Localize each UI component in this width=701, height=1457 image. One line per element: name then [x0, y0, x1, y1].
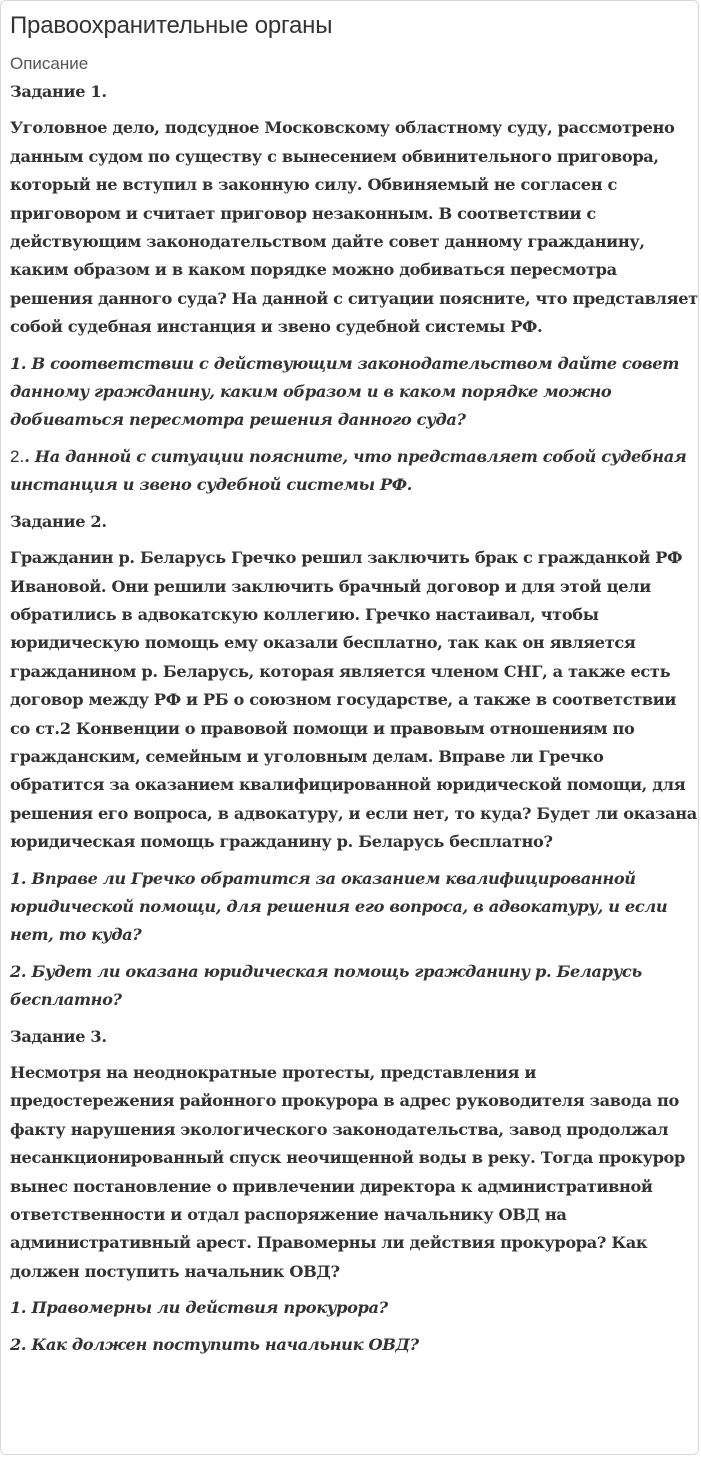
task-3-text: Несмотря на неоднократные протесты, представления и предостережения районного прокурора в адрес руководителя завода по факту нарушения экологического законодательства, завод продолжал несанкционированный спуск неочищенной воды в реку. Тогда прокурор вынес постановление о привлечении директора к административной ответственности и отдал распоряжение начальнику ОВД на административный арест. Правомерны ли действия прокурора? Как должен поступить начальник ОВД? — [10, 1063, 685, 1281]
task-3 — [10, 1023, 698, 1359]
task-3-question-2: 2. Как должен поступить начальник ОВД? — [10, 1334, 419, 1354]
task-1-text: Уголовное дело, подсудное Московскому областному суду, рассмотрено данным судом по существу с вынесением обвинительного приговора, который не вступил в законную силу. Обвиняемый не согласен с приговором и считает приговор незаконным. В соответствии с действующим законодательством дайте совет данному гражданину, каким образом и в каком порядке можно добиваться пересмотра решения данного суда? На данной с ситуации поясните, что представляет собой судебная инстанция и звено судебной системы РФ. — [10, 118, 698, 337]
task-2-question-1: 1. Вправе ли Гречко обратится за оказанием квалифицированной юридической помощи, для решения его вопроса, в адвокатуру, и если нет, то куда? — [10, 868, 668, 945]
task-2-heading: Задание 2. — [10, 511, 107, 531]
task-1-question-2-number: 2. — [10, 446, 25, 466]
task-3-heading: Задание 3. — [10, 1026, 107, 1046]
task-2-text: Гражданин р. Беларусь Гречко решил заключить брак с гражданкой РФ Ивановой. Они решили заключить брачный договор и для этой цели обратились в адвокатскую коллегию. Гречко настаивал, чтобы юридическую помощь ему оказали бесплатно, так как он является гражданином р. Беларусь, которая является членом СНГ, а также есть договор между РФ и РБ о союзном государстве, а также в соответствии со ст.2 Конвенции о правовой помощи и правовым отношениям по гражданским, семейным и уголовным делам. Вправе ли Гречко обратится за оказанием квалифицированной юридической помощи, для решения его вопроса, в адвокатуру, и если нет, то куда? Будет ли оказана юридическая помощь гражданину р. Беларусь бесплатно? — [10, 548, 697, 852]
task-2-question-2: 2. Будет ли оказана юридическая помощь гражданину р. Беларусь бесплатно? — [10, 961, 642, 1010]
task-1 — [10, 78, 698, 500]
content — [10, 9, 698, 1359]
task-1-question-2 — [10, 443, 698, 500]
task-3-question-1: 1. Правомерны ли действия прокурора? — [10, 1298, 388, 1318]
task-1-question-1: 1. В соответствии с действующим законодательством дайте совет данному гражданину, каким образом и в каком порядке можно добиваться пересмотра решения данного суда? — [10, 353, 679, 430]
task-2 — [10, 508, 698, 1015]
task-1-heading: Задание 1. — [10, 82, 107, 101]
task-1-question-2-text: На данной с ситуации поясните, что представляет собой судебная инстанция и звено судебной системы РФ. — [10, 446, 687, 495]
page-title: Правоохранительные органы — [10, 12, 333, 39]
task-1-question-2-separator: . — [24, 446, 35, 466]
section-label: Описание — [10, 54, 89, 73]
